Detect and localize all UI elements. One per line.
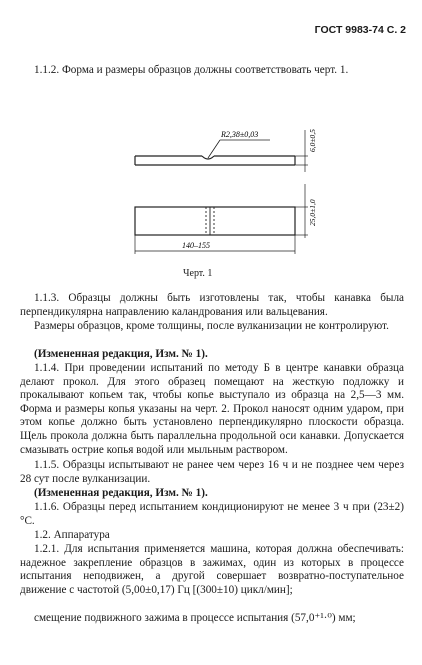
amendment-text: (Измененная редакция, Изм. № 1). <box>34 487 208 499</box>
radius-callout <box>208 130 270 158</box>
paragraph-text: Размеры образцов, кроме толщины, после вулканизации не контролируют. <box>34 320 389 332</box>
paragraph-text: 1.1.4. При проведении испытаний по методу Б в центре канавки образца делают прокол. Для этого образец помещают на жесткую подложку и прокалывают копьем так, чтобы копье выступало из образца на 2,5—3 мм. Форма и размеры копья указаны на черт. 2. Прокол наносят одним ударом, при этом копье должно быть установлено перпендикулярно плоскости образца. Щель прокола должна быть параллельна продольной оси канавки. Допускается смазывать острие копья водой или мыльным раствором. <box>20 362 404 456</box>
figure-caption: Черт. 1 <box>183 268 213 279</box>
thickness-dimension: 6,0±0,5 <box>308 129 317 152</box>
paragraph-text: 1.1.3. Образцы должны быть изготовлены так, чтобы канавка была перпендикулярна направлению каландрования или вальцевания. <box>20 292 404 318</box>
paragraph-text: 1.1.6. Образцы перед испытанием кондиционируют не менее 3 ч при (23±2)°С. <box>20 501 404 527</box>
specimen-plan-view <box>135 207 295 235</box>
paragraph-1-1-5 <box>20 459 404 486</box>
page-header: ГОСТ 9983-74 С. 2 <box>314 24 406 36</box>
paragraph-1-2-1 <box>20 543 404 597</box>
paragraph-text: 1.1.5. Образцы испытывают не ранее чем через 16 ч и не позднее чем через 28 сут после вулканизации. <box>20 459 404 485</box>
section-heading-text: 1.2. Аппаратура <box>34 529 110 541</box>
paragraph-text: 1.1.2. Форма и размеры образцов должны соответствовать черт. 1. <box>34 64 349 76</box>
paragraph-1-1-4 <box>20 362 404 457</box>
paragraph-1-1-3 <box>20 292 404 319</box>
width-dimension-line <box>295 184 317 238</box>
amendment-note-1 <box>20 348 404 362</box>
paragraph-1-1-6 <box>20 501 404 528</box>
paragraph-1-1-2 <box>20 64 404 78</box>
thickness-dimension-line <box>295 129 317 172</box>
paragraph-text: 1.2.1. Для испытания применяется машина, которая должна обеспечивать: надежное закрепление образцов в зажимах, один из которых в процессе испытания неподвижен, а другой совершает возвратно-поступательное движение с частотой (5,00±0,17) Гц [(300±10) цикл/мин]; <box>20 543 404 596</box>
amendment-text: (Измененная редакция, Изм. № 1). <box>34 348 208 360</box>
width-dimension: 25,0±1,0 <box>308 199 317 226</box>
paragraph-dimensions <box>20 320 404 334</box>
paragraph-text: смещение подвижного зажима в процессе испытания (57,0⁺¹·⁰) мм; <box>34 612 356 624</box>
specimen-side-view <box>135 156 295 165</box>
specimen-drawing <box>120 112 320 262</box>
length-dimension-line <box>135 235 295 254</box>
section-1-2-heading <box>20 529 404 543</box>
amendment-note-2 <box>20 487 404 501</box>
length-dimension: 140–155 <box>182 241 210 250</box>
radius-dimension: R2,38±0,03 <box>221 130 259 139</box>
paragraph-clamp-displacement <box>20 612 404 626</box>
